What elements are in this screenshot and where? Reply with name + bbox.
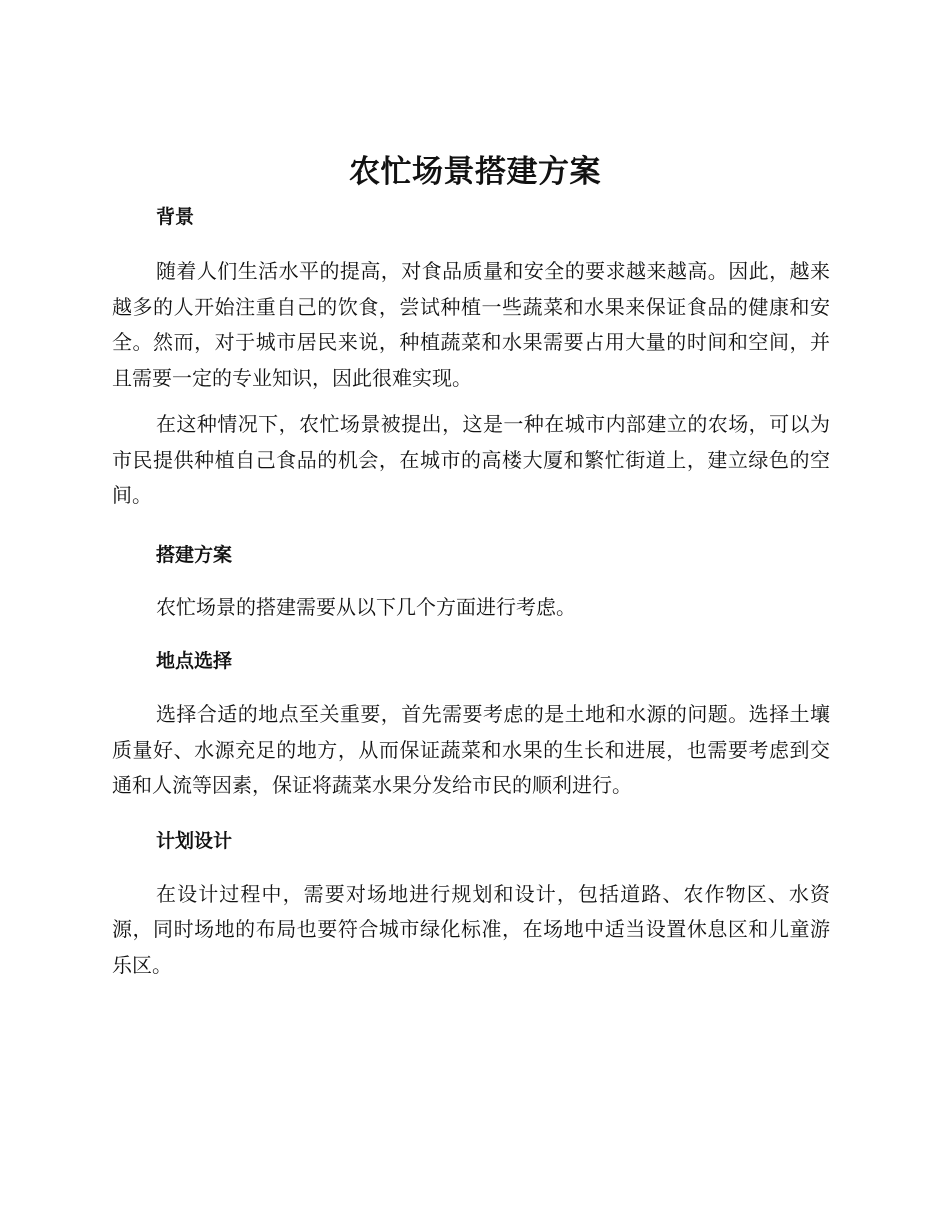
paragraph-background-2: 在这种情况下，农忙场景被提出，这是一种在城市内部建立的农场，可以为市民提供种植自己食品的机会，在城市的高楼大厦和繁忙街道上，建立绿色的空间。 xyxy=(112,412,830,507)
section-heading-site-selection: 地点选择 xyxy=(156,650,233,672)
paragraph-plan-1: 农忙场景的搭建需要从以下几个方面进行考虑。 xyxy=(156,594,576,619)
section-heading-background: 背景 xyxy=(156,206,195,228)
section-heading-plan: 搭建方案 xyxy=(156,543,233,566)
paragraph-planning-design-1: 在设计过程中，需要对场地进行规划和设计，包括道路、农作物区、水资源，同时场地的布局也要符合城市绿化标准，在场地中适当设置休息区和儿童游乐区。 xyxy=(112,881,830,977)
paragraph-site-selection-1: 选择合适的地点至关重要，首先需要考虑的是土地和水源的问题。选择土壤质量好、水源充足的地方，从而保证蔬菜和水果的生长和进展，也需要考虑到交通和人流等因素，保证将蔬菜水果分发给市民的顺利进行。 xyxy=(112,702,830,797)
paragraph-background-1: 随着人们生活水平的提高，对食品质量和安全的要求越来越高。因此，越来越多的人开始注重自己的饮食，尝试种植一些蔬菜和水果来保证食品的健康和安全。然而，对于城市居民来说，种植蔬菜和水果需要占用大量的时间和空间，并且需要一定的专业知识，因此很难实现。 xyxy=(112,259,830,390)
document-body xyxy=(112,200,830,983)
section-heading-planning-design: 计划设计 xyxy=(156,829,233,852)
document-title: 农忙场景搭建方案 xyxy=(349,154,601,190)
